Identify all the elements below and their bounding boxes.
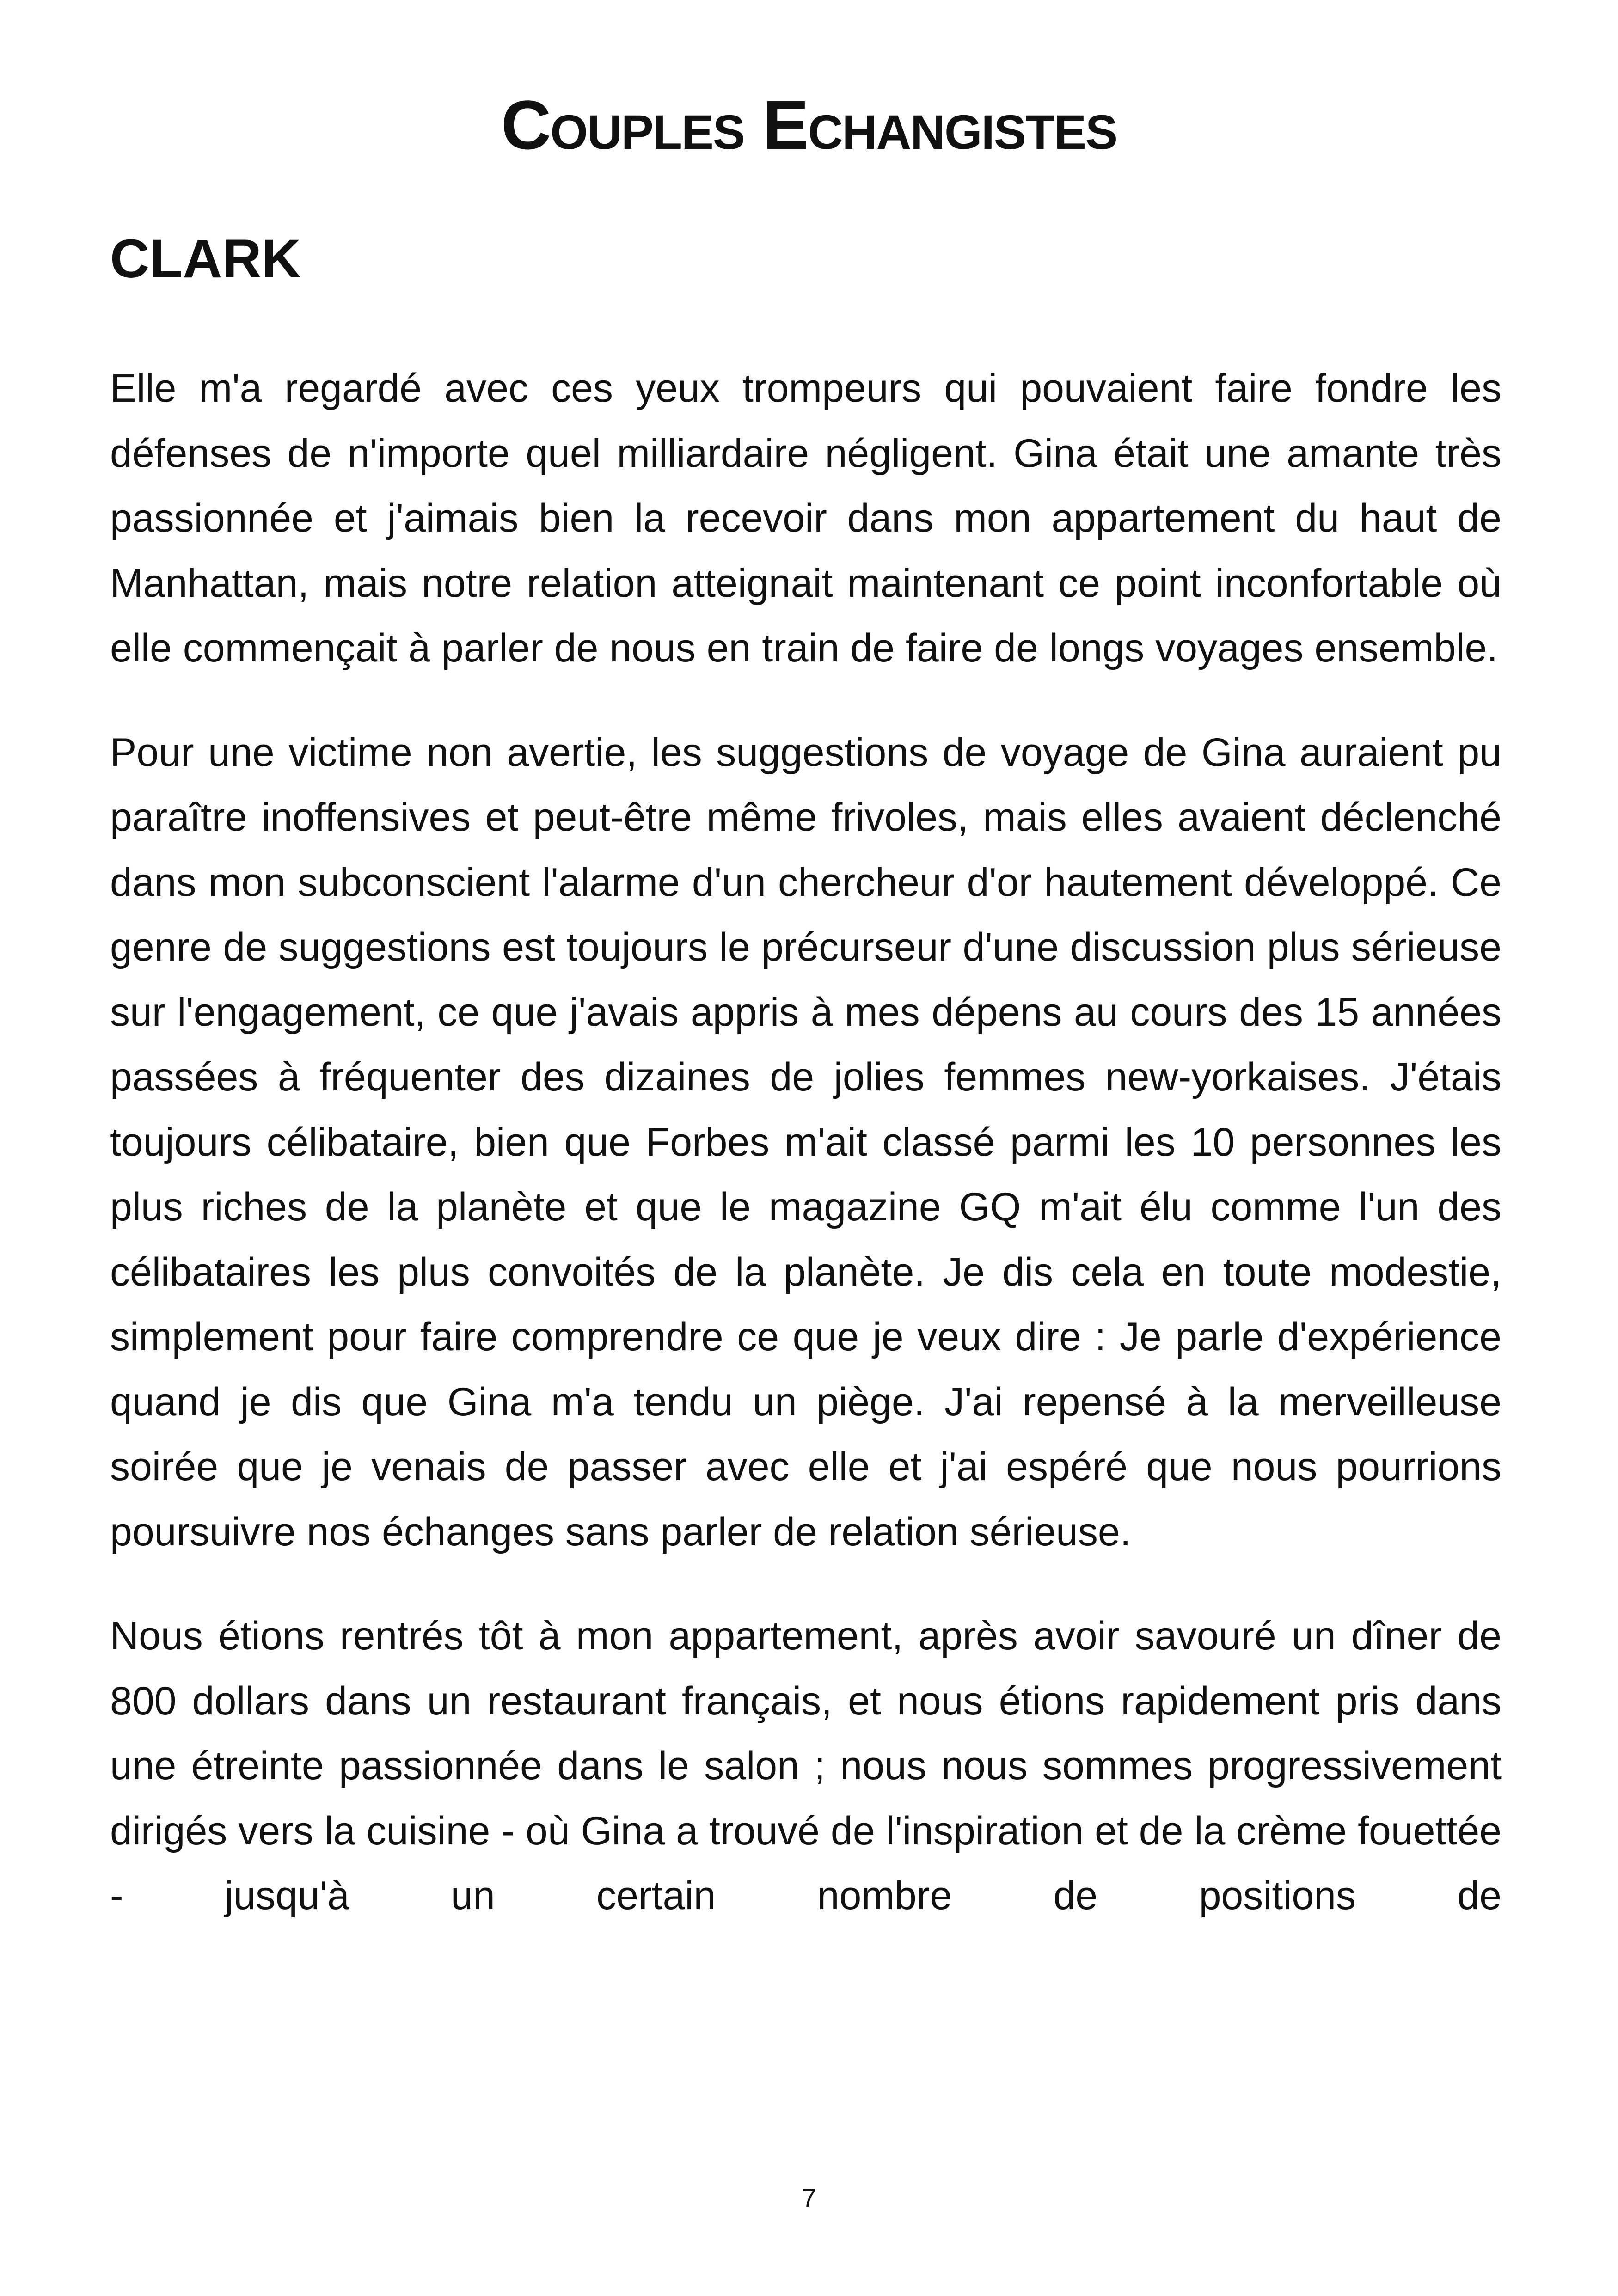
page-number: 7 xyxy=(802,2183,816,2212)
paragraph: Pour une victime non avertie, les suggestions de voyage de Gina auraient pu paraître inoffensives et peut-être même frivoles, mais elles avaient déclenché dans mon subconscient l'alarme d'un chercheur d'or hautement développé. Ce genre de suggestions est toujours le précurseur d'une discussion plus sérieuse sur l'engagement, ce que j'avais appris à mes dépens au cours des 15 années passées à fréquenter des dizaines de jolies femmes new-yorkaises. J'étais toujours célibataire, bien que Forbes m'ait classé parmi les 10 personnes les plus riches de la planète et que le magazine GQ m'ait élu comme l'un des célibataires les plus convoités de la planète. Je dis cela en toute modestie, simplement pour faire comprendre ce que je veux dire : Je parle d'expérience quand je dis que Gina m'a tendu un piège. J'ai repensé à la merveilleuse soirée que je venais de passer avec elle et j'ai espéré que nous pourrions poursuivre nos échanges sans parler de relation sérieuse. xyxy=(110,730,1502,1554)
body-text xyxy=(110,356,1502,1929)
paragraph: Elle m'a regardé avec ces yeux trompeurs qui pouvaient faire fondre les défenses de n'importe quel milliardaire négligent. Gina était une amante très passionnée et j'aimais bien la recevoir dans mon appartement du haut de Manhattan, mais notre relation atteignait maintenant ce point inconfortable où elle commençait à parler de nous en train de faire de longs voyages ensemble. xyxy=(110,366,1502,670)
paragraph: Nous étions rentrés tôt à mon appartement, après avoir savouré un dîner de 800 dollars dans un restaurant français, et nous étions rapidement pris dans une étreinte passionnée dans le salon ; nous nous sommes progressivement dirigés vers la cuisine - où Gina a trouvé de l'inspiration et de la crème fouettée - jusqu'à un certain nombre de positions de xyxy=(110,1614,1502,1918)
chapter-title: CLARK xyxy=(110,228,301,289)
book-title: Couples Echangistes xyxy=(501,86,1117,164)
